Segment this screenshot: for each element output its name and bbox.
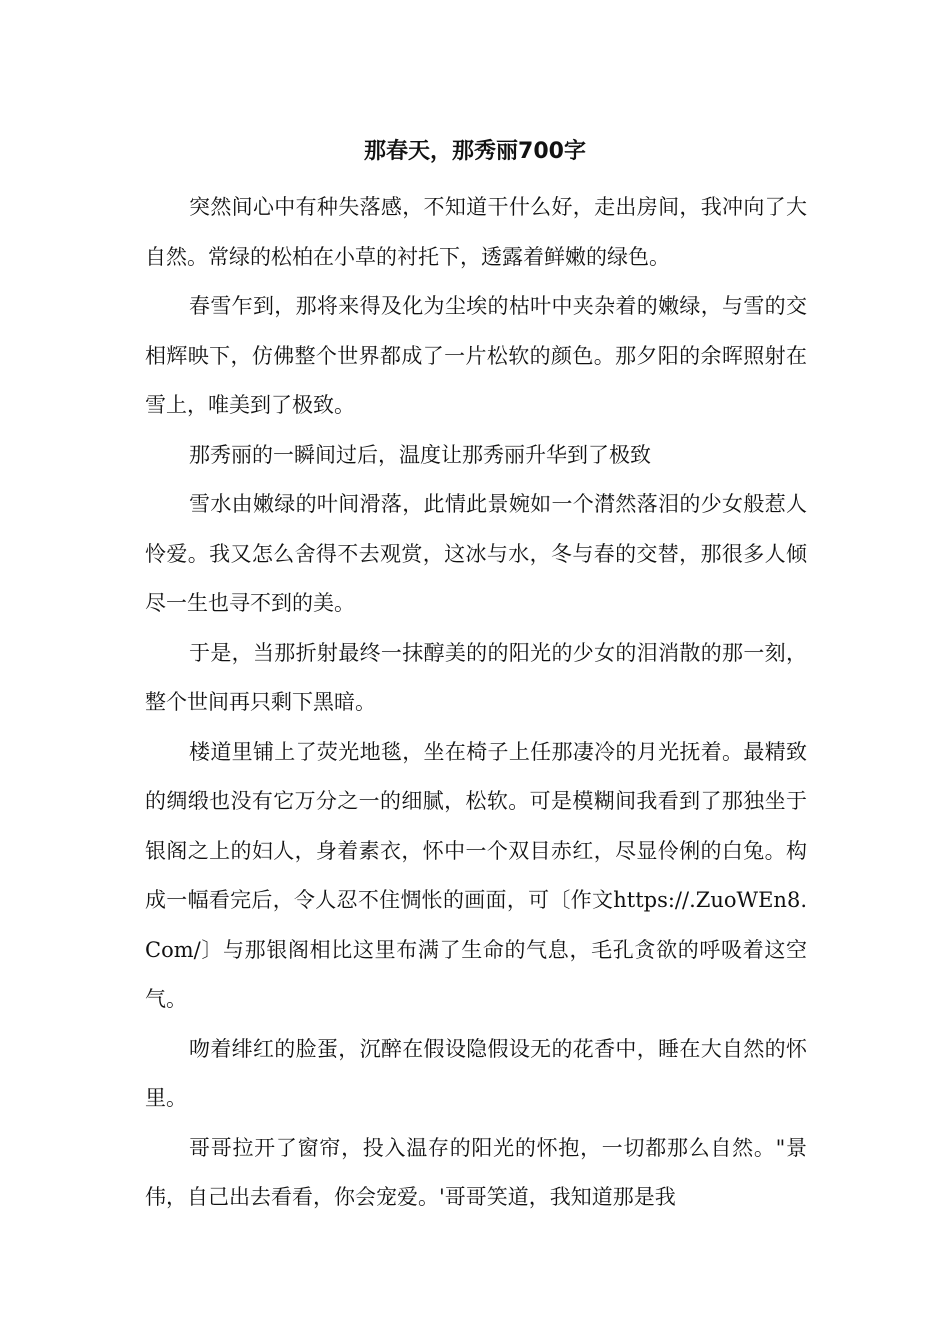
paragraph: 吻着绯红的脸蛋，沉醉在假设隐假设无的花香中，睡在大自然的怀里。 (145, 1036, 807, 1110)
paragraph: 于是，当那折射最终一抹醇美的的阳光的少女的泪消散的那一刻，整个世间再只剩下黑暗。 (145, 640, 807, 714)
document-body (145, 183, 807, 1223)
paragraph: 雪水由嫩绿的叶间滑落，此情此景婉如一个潸然落泪的少女般惹人怜爱。我又怎么舍得不去观赏，这冰与水，冬与春的交替，那很多人倾尽一生也寻不到的美。 (145, 492, 807, 615)
paragraph: 突然间心中有种失落感，不知道干什么好，走出房间，我冲向了大自然。常绿的松柏在小草的衬托下，透露着鲜嫩的绿色。 (145, 195, 807, 269)
paragraph: 春雪乍到，那将来得及化为尘埃的枯叶中夹杂着的嫩绿，与雪的交相辉映下，仿佛整个世界都成了一片松软的颜色。那夕阳的余晖照射在雪上，唯美到了极致。 (145, 294, 807, 417)
paragraph: 那秀丽的一瞬间过后，温度让那秀丽升华到了极致 (189, 442, 651, 467)
document-title: 那春天，那秀丽700字 (364, 139, 586, 164)
paragraph: 楼道里铺上了荧光地毯，坐在椅子上任那凄冷的月光抚着。最精致的绸缎也没有它万分之一的细腻，松软。可是模糊间我看到了那独坐于银阁之上的妇人，身着素衣，怀中一个双目赤红，尽显伶俐的白兔。构成一幅看完后，令人忍不住惆怅的画面，可〔作文https://.ZuoWEn8.Com/〕与那银阁相比这里布满了生命的气息，毛孔贪欲的呼吸着这空气。 (145, 739, 807, 1011)
paragraph: 哥哥拉开了窗帘，投入温存的阳光的怀抱，一切都那么自然。"景伟，自己出去看看，你会宠爱。'哥哥笑道，我知道那是我 (145, 1135, 807, 1209)
